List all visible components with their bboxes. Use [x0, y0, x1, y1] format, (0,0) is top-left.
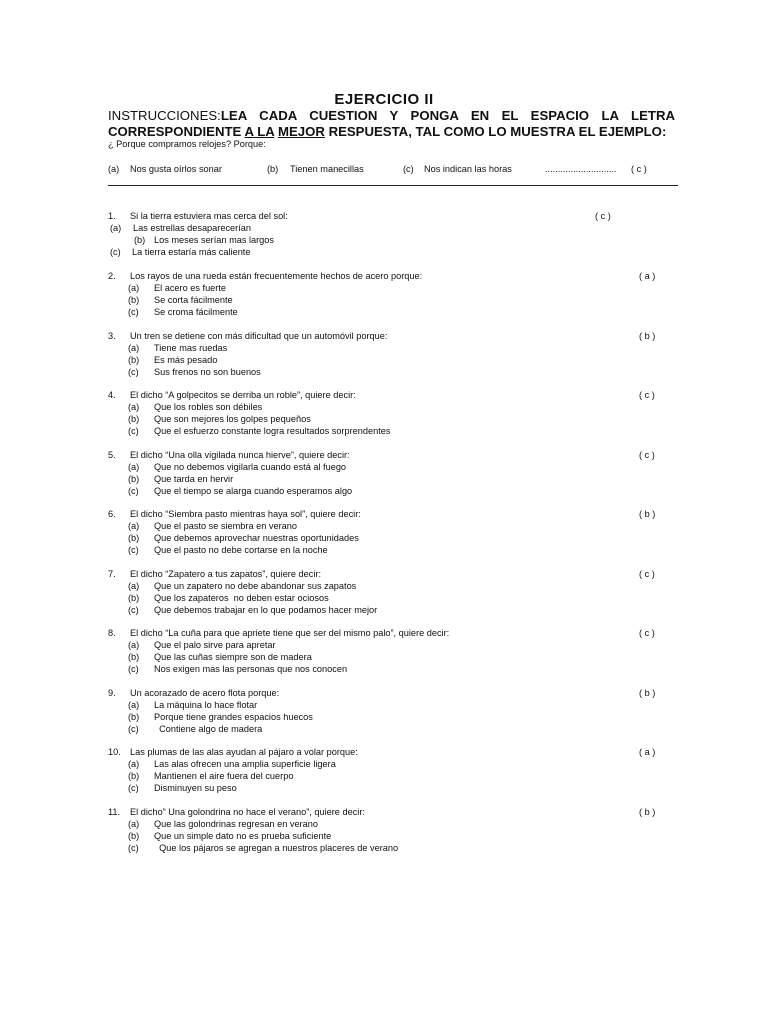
option-text: Porque tiene grandes espacios huecos	[154, 712, 313, 722]
question-number: 7.	[108, 569, 116, 579]
question-number: 6.	[108, 509, 116, 519]
option-label: (c)	[128, 486, 139, 496]
question-stem-row	[108, 627, 678, 639]
option-text: Que un simple dato no es prueba suficiente	[154, 831, 332, 841]
answer-option	[108, 246, 678, 258]
option-label: (b)	[128, 652, 140, 662]
option-label: (b)	[128, 533, 140, 543]
option-text: Las alas ofrecen una amplia superficie ligera	[154, 759, 336, 769]
question-text: El dicho “Una olla vigilada nunca hierve”, quiere decir:	[130, 450, 350, 460]
example-option-c-text: Nos indican las horas	[424, 164, 512, 174]
option-text: Sus frenos no son buenos	[154, 367, 261, 377]
option-text: Que los robles son débiles	[154, 402, 263, 412]
question-answer: ( b )	[639, 331, 656, 341]
answer-option	[108, 485, 678, 497]
question-stem-row	[108, 210, 678, 222]
question-number: 4.	[108, 390, 116, 400]
answer-option	[108, 782, 678, 794]
option-text: Que debemos trabajar en lo que podamos hacer mejor	[154, 605, 378, 615]
instructions-text-2a: CORRESPONDIENTE	[108, 124, 245, 139]
question-stem-row	[108, 330, 678, 342]
option-text: Que un zapatero no debe abandonar sus zapatos	[154, 581, 357, 591]
question-number: 10.	[108, 747, 121, 757]
question-6	[108, 508, 678, 556]
page-title: EJERCICIO II	[334, 91, 434, 108]
option-label: (a)	[128, 402, 140, 412]
answer-option	[108, 842, 678, 854]
option-text: Las estrellas desaparecerían	[133, 223, 251, 233]
answer-option	[108, 234, 678, 246]
option-text: Nos exigen mas las personas que nos conocen	[154, 664, 348, 674]
answer-option	[108, 294, 678, 306]
option-text: Que las cuñas siempre son de madera	[154, 652, 312, 662]
answer-option	[108, 651, 678, 663]
option-label: (b)	[128, 593, 140, 603]
answer-option	[108, 758, 678, 770]
answer-option	[108, 282, 678, 294]
question-stem-row	[108, 806, 678, 818]
option-text: Que son mejores los golpes pequeños	[154, 414, 311, 424]
question-answer: ( c )	[639, 569, 655, 579]
option-text: Los meses serían mas largos	[154, 235, 274, 245]
question-5	[108, 449, 678, 497]
question-answer: ( a )	[639, 747, 656, 757]
question-stem-row	[108, 687, 678, 699]
option-text: Se croma fácilmente	[154, 307, 238, 317]
answer-option	[108, 354, 678, 366]
answer-option	[108, 425, 678, 437]
answer-option	[108, 520, 678, 532]
option-text: Que las golondrinas regresan en verano	[154, 819, 318, 829]
answer-option	[108, 222, 678, 234]
question-text: Un acorazado de acero flota porque:	[130, 688, 280, 698]
question-1	[108, 210, 678, 258]
answer-option	[108, 699, 678, 711]
example-option-c-label: (c)	[403, 164, 414, 174]
question-10	[108, 746, 678, 794]
option-label: (a)	[128, 343, 140, 353]
answer-option	[108, 401, 678, 413]
option-label: (c)	[128, 545, 139, 555]
instructions-underline-a-la: A LA	[244, 124, 275, 139]
option-text: Que el pasto no debe cortarse en la noche	[154, 545, 328, 555]
instructions-text-2c: RESPUESTA, TAL COMO LO MUESTRA EL EJEMPLO:	[324, 124, 667, 139]
question-text: Los rayos de una rueda están frecuentemente hechos de acero porque:	[130, 271, 423, 281]
question-number: 2.	[108, 271, 116, 281]
separator-line	[108, 185, 678, 186]
question-3	[108, 330, 678, 378]
answer-option	[108, 532, 678, 544]
answer-option	[108, 544, 678, 556]
answer-option	[108, 770, 678, 782]
question-answer: ( a )	[639, 271, 656, 281]
example-answer: ( c )	[631, 164, 647, 174]
option-label: (a)	[128, 759, 140, 769]
option-label: (a)	[128, 521, 140, 531]
option-label: (c)	[128, 307, 139, 317]
question-number: 5.	[108, 450, 116, 460]
option-text: La máquina lo hace flotar	[154, 700, 258, 710]
instructions-line-2	[108, 124, 675, 139]
question-4	[108, 389, 678, 437]
option-text: Que el tiempo se alarga cuando esperamos algo	[154, 486, 353, 496]
option-text: Que debemos aprovechar nuestras oportunidades	[154, 533, 359, 543]
question-answer: ( c )	[595, 211, 611, 221]
option-label: (b)	[128, 474, 140, 484]
option-label: (b)	[128, 712, 140, 722]
example-option-b-text: Tienen manecillas	[290, 164, 364, 174]
question-text: Un tren se detiene con más dificultad que un automóvil porque:	[130, 331, 388, 341]
option-label: (c)	[110, 247, 121, 257]
option-label: (a)	[128, 700, 140, 710]
option-label: (b)	[134, 235, 146, 245]
option-text: Que tarda en hervir	[154, 474, 234, 484]
answer-option	[108, 461, 678, 473]
question-stem-row	[108, 389, 678, 401]
instructions-line-1	[108, 108, 675, 123]
question-number: 3.	[108, 331, 116, 341]
option-text: Se corta fácilmente	[154, 295, 233, 305]
question-answer: ( b )	[639, 688, 656, 698]
question-answer: ( b )	[639, 807, 656, 817]
question-text: El dicho “La cuña para que apriete tiene que ser del mismo palo”, quiere decir:	[130, 628, 450, 638]
option-text: La tierra estaría más caliente	[132, 247, 251, 257]
question-answer: ( c )	[639, 450, 655, 460]
question-stem-row	[108, 270, 678, 282]
option-text: Que el pasto se siembra en verano	[154, 521, 297, 531]
question-number: 1.	[108, 211, 116, 221]
answer-option	[108, 663, 678, 675]
example-option-a-text: Nos gusta oírlos sonar	[130, 164, 222, 174]
option-label: (c)	[128, 843, 139, 853]
question-number: 8.	[108, 628, 116, 638]
example-answer-dots: ............................	[545, 164, 617, 174]
answer-option	[108, 306, 678, 318]
option-label: (a)	[128, 640, 140, 650]
answer-option	[108, 604, 678, 616]
question-text: El dicho “A golpecitos se derriba un roble”, quiere decir:	[130, 390, 356, 400]
answer-option	[108, 473, 678, 485]
question-answer: ( c )	[639, 628, 655, 638]
answer-option	[108, 580, 678, 592]
option-text: Tiene mas ruedas	[154, 343, 228, 353]
answer-option	[108, 366, 678, 378]
question-2	[108, 270, 678, 318]
instructions-label: INSTRUCCIONES:	[108, 108, 221, 123]
example-question: ¿ Porque compramos relojes? Porque:	[108, 139, 266, 149]
option-label: (a)	[128, 819, 140, 829]
answer-option	[108, 830, 678, 842]
question-11	[108, 806, 678, 854]
option-label: (c)	[128, 367, 139, 377]
answer-option	[108, 342, 678, 354]
answer-option	[108, 413, 678, 425]
option-text: Mantienen el aire fuera del cuerpo	[154, 771, 294, 781]
option-label: (a)	[128, 581, 140, 591]
option-label: (c)	[128, 605, 139, 615]
question-text: El dicho “Zapatero a tus zapatos”, quiere decir:	[130, 569, 321, 579]
option-text: Que los pájaros se agregan a nuestros placeres de verano	[154, 843, 399, 853]
answer-option	[108, 723, 678, 735]
question-9	[108, 687, 678, 735]
option-label: (c)	[128, 724, 139, 734]
option-text: Contiene algo de madera	[154, 724, 263, 734]
option-label: (b)	[128, 771, 140, 781]
question-number: 11.	[108, 807, 121, 817]
question-stem-row	[108, 449, 678, 461]
question-stem-row	[108, 746, 678, 758]
answer-option	[108, 711, 678, 723]
example-option-a-label: (a)	[108, 164, 120, 174]
option-label: (b)	[128, 355, 140, 365]
question-7	[108, 568, 678, 616]
instructions-text-1: LEA CADA CUESTION Y PONGA EN EL ESPACIO LA LETRA	[220, 108, 675, 123]
option-label: (b)	[128, 295, 140, 305]
question-stem-row	[108, 508, 678, 520]
answer-option	[108, 818, 678, 830]
option-label: (a)	[128, 283, 140, 293]
question-text: El dicho “Siembra pasto mientras haya sol”, quiere decir:	[130, 509, 361, 519]
question-text: Las plumas de las alas ayudan al pájaro a volar porque:	[130, 747, 358, 757]
option-label: (c)	[128, 426, 139, 436]
option-label: (a)	[128, 462, 140, 472]
question-stem-row	[108, 568, 678, 580]
question-answer: ( c )	[639, 390, 655, 400]
option-text: Disminuyen su peso	[154, 783, 237, 793]
option-label: (b)	[128, 831, 140, 841]
option-text: Que el palo sirve para apretar	[154, 640, 276, 650]
option-label: (a)	[110, 223, 122, 233]
option-text: El acero es fuerte	[154, 283, 227, 293]
option-text: Que el esfuerzo constante logra resultados sorprendentes	[154, 426, 391, 436]
option-text: Que no debemos vigilarla cuando está al fuego	[154, 462, 347, 472]
question-text: El dicho” Una golondrina no hace el verano”, quiere decir:	[130, 807, 365, 817]
answer-option	[108, 639, 678, 651]
answer-option	[108, 592, 678, 604]
option-text: Es más pesado	[154, 355, 218, 365]
question-8	[108, 627, 678, 675]
option-label: (b)	[128, 414, 140, 424]
question-answer: ( b )	[639, 509, 656, 519]
question-number: 9.	[108, 688, 116, 698]
option-label: (c)	[128, 783, 139, 793]
option-label: (c)	[128, 664, 139, 674]
instructions-underline-mejor: MEJOR	[278, 124, 325, 139]
option-text: Que los zapateros no deben estar ociosos	[154, 593, 329, 603]
question-text: Si la tierra estuviera mas cerca del sol:	[130, 211, 288, 221]
example-option-b-label: (b)	[267, 164, 279, 174]
